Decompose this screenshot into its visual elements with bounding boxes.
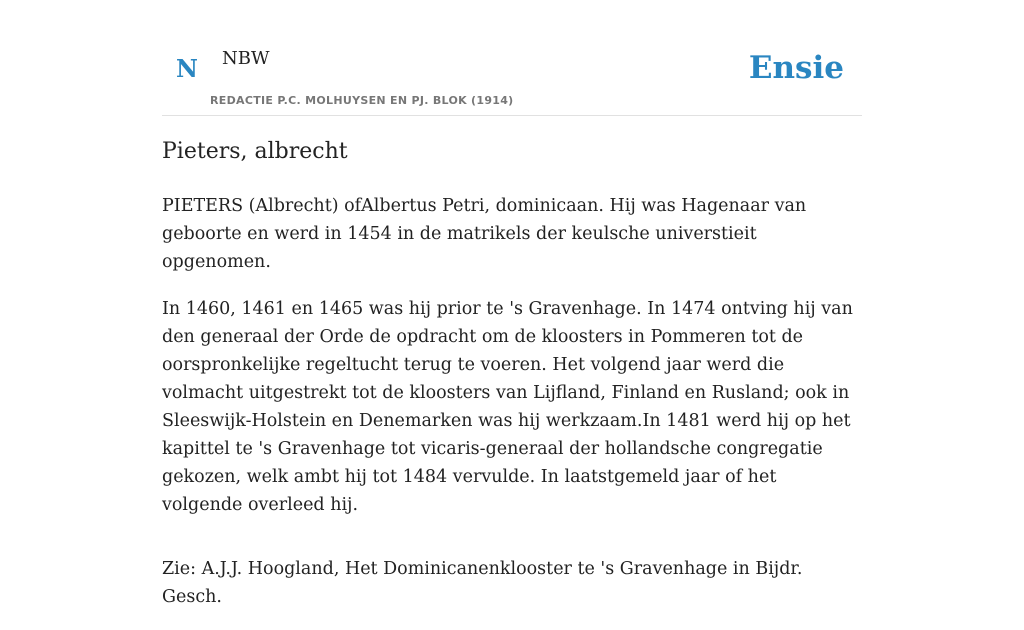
source-name[interactable]: NBW — [222, 48, 270, 69]
brand-logo-link[interactable]: Ensie — [748, 50, 844, 86]
article-paragraph-3: Zie: A.J.J. Hoogland, Het Dominicanenklooster te 's Gravenhage in Bijdr. Gesch. — [162, 559, 803, 607]
article-paragraph-1: PIETERS (Albrecht) ofAlbertus Petri, dominicaan. Hij was Hagenaar van geboorte en werd in 1454 in de matrikels der keulsche universtieit opgenomen. — [162, 196, 807, 272]
source-subtitle: REDACTIE P.C. MOLHUYSEN EN PJ. BLOK (1914) — [210, 94, 514, 107]
source-header — [162, 40, 862, 116]
article-paragraph-2: In 1460, 1461 en 1465 was hij prior te 's Gravenhage. In 1474 ontving hij van den generaal der Orde de opdracht om de kloosters in Pommeren tot de oorspronkelijke regeltucht terug te voeren. Het volgend jaar werd die volmacht uitgestrekt tot de kloosters van Lijfland, Finland en Rusland; ook in Sleeswijk-Holstein en Denemarken was hij werkzaam.In 1481 werd hij op het kapittel te 's Gravenhage tot vicaris-generaal der hollandsche congregatie gekozen, welk ambt hij tot 1484 vervulde. In laatstgemeld jaar of het volgende overleed hij. — [162, 299, 853, 515]
page-title: Pieters, albrecht — [162, 139, 348, 164]
source-logo[interactable]: N — [176, 54, 198, 83]
article-body — [162, 192, 862, 630]
